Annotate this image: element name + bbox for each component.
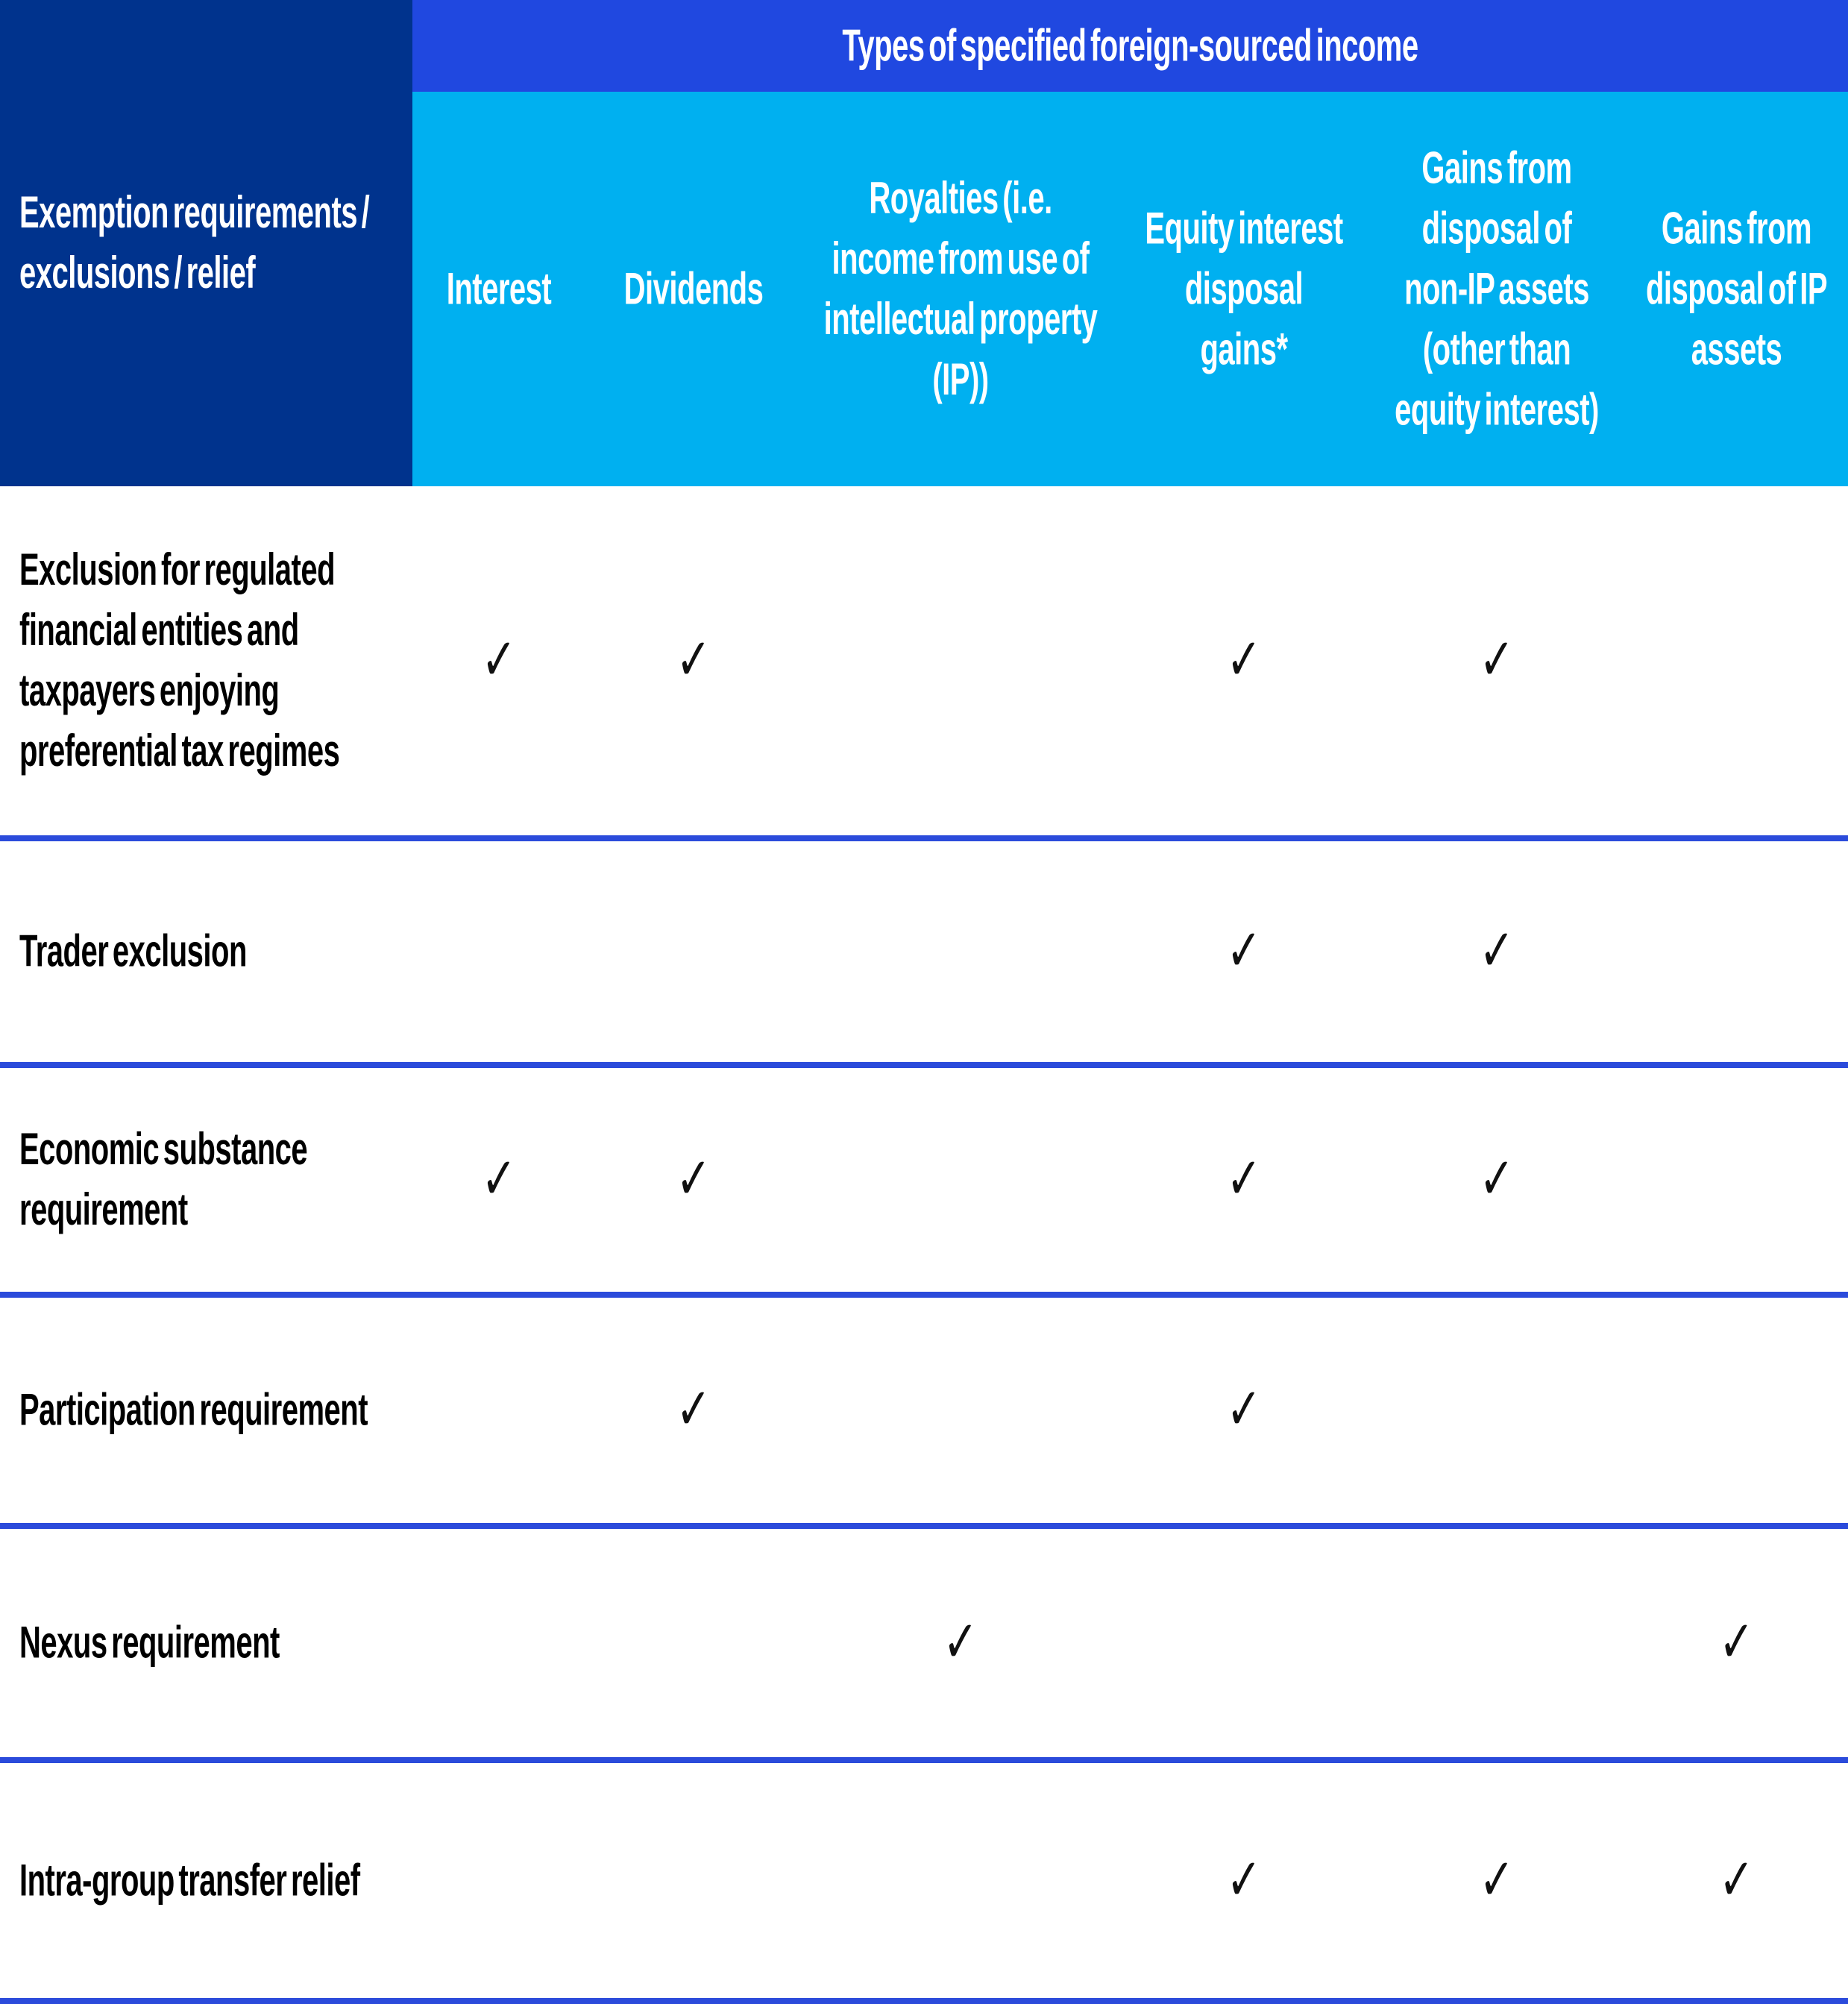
check-cell (1368, 1068, 1625, 1292)
row-label-cell (0, 1763, 412, 1998)
column-header-label: Royalties (i.e. income from use of intellectual property (IP)) (823, 174, 1098, 404)
check-cell (412, 1068, 585, 1292)
table-row-trader-exclusion (0, 841, 1848, 1068)
check-cell (1119, 841, 1368, 1062)
column-header-interest (412, 92, 585, 486)
check-cell (585, 1763, 802, 1998)
checkmark: ✓ (1226, 1145, 1262, 1213)
row-label: Trader exclusion (19, 927, 247, 976)
group-header-cell (412, 0, 1848, 92)
table-row-participation-requirement (0, 1298, 1848, 1529)
check-cell (412, 841, 585, 1062)
row-label: Intra-group transfer relief (19, 1856, 360, 1906)
table-row-economic-substance (0, 1068, 1848, 1298)
check-cell (1119, 1529, 1368, 1757)
checkmark: ✓ (481, 626, 517, 694)
row-label-cell (0, 486, 412, 835)
check-cell (1368, 1298, 1625, 1523)
checkmark: ✓ (1719, 1608, 1754, 1677)
check-cell (802, 1298, 1119, 1523)
check-cell (1119, 486, 1368, 835)
row-label: Economic substance requirement (19, 1125, 308, 1235)
checkmark: ✓ (1226, 1375, 1262, 1444)
check-cell (412, 486, 585, 835)
column-header-label: Gains from disposal of non-IP assets (other than equity interest) (1395, 143, 1599, 435)
check-cell (1625, 1763, 1848, 1998)
checkmark: ✓ (1479, 626, 1515, 694)
row-label: Nexus requirement (19, 1618, 280, 1668)
checkmark: ✓ (676, 626, 711, 694)
row-label-cell (0, 1529, 412, 1757)
check-cell (802, 1529, 1119, 1757)
column-header-label: Dividends (623, 264, 764, 314)
check-cell (802, 486, 1119, 835)
checkmark: ✓ (1479, 1846, 1515, 1915)
table-row-intra-group-transfer-relief (0, 1763, 1848, 2004)
checkmark: ✓ (943, 1608, 978, 1677)
check-cell (802, 1763, 1119, 1998)
row-label-cell (0, 841, 412, 1062)
column-header-non-ip-gains (1368, 92, 1625, 486)
check-cell (1119, 1763, 1368, 1998)
check-cell (1625, 841, 1848, 1062)
checkmark: ✓ (481, 1145, 517, 1213)
check-cell (1368, 841, 1625, 1062)
checkmark: ✓ (676, 1375, 711, 1444)
check-cell (585, 1298, 802, 1523)
check-cell (585, 1529, 802, 1757)
checkmark: ✓ (1226, 917, 1262, 985)
table-row-regulated-entities-exclusion (0, 486, 1848, 841)
check-cell (1368, 1529, 1625, 1757)
column-header-label: Equity interest disposal gains* (1145, 204, 1343, 374)
check-cell (585, 486, 802, 835)
column-header-equity-disposal-gains (1119, 92, 1368, 486)
row-label-cell (0, 1298, 412, 1523)
check-cell (802, 1068, 1119, 1292)
check-cell (1119, 1068, 1368, 1292)
column-header-royalties (802, 92, 1119, 486)
column-header-ip-gains (1625, 92, 1848, 486)
check-cell (1625, 1298, 1848, 1523)
check-cell (585, 1068, 802, 1292)
check-cell (1368, 486, 1625, 835)
column-header-dividends (585, 92, 802, 486)
checkmark: ✓ (1719, 1846, 1754, 1915)
check-cell (412, 1529, 585, 1757)
column-header-label: Gains from disposal of IP assets (1645, 204, 1828, 374)
group-header-label: Types of specified foreign-sourced income (842, 21, 1418, 71)
check-cell (585, 841, 802, 1062)
checkmark: ✓ (1479, 917, 1515, 985)
check-cell (1625, 1529, 1848, 1757)
table-row-nexus-requirement (0, 1529, 1848, 1763)
checkmark: ✓ (676, 1145, 711, 1213)
row-label: Participation requirement (19, 1386, 368, 1435)
checkmark: ✓ (1479, 1145, 1515, 1213)
check-cell (1119, 1298, 1368, 1523)
check-cell (1625, 486, 1848, 835)
checkmark: ✓ (1226, 1846, 1262, 1915)
corner-header-label: Exemption requirements / exclusions / relief (19, 188, 370, 298)
check-cell (412, 1298, 585, 1523)
row-label: Exclusion for regulated financial entities and taxpayers enjoying preferential tax regimes (19, 545, 340, 776)
column-header-label: Interest (446, 264, 552, 314)
corner-header-cell (0, 0, 412, 486)
check-cell (1625, 1068, 1848, 1292)
table-header (0, 0, 1848, 486)
check-cell (802, 841, 1119, 1062)
check-cell (1368, 1763, 1625, 1998)
check-cell (412, 1763, 585, 1998)
checkmark: ✓ (1226, 626, 1262, 694)
row-label-cell (0, 1068, 412, 1292)
